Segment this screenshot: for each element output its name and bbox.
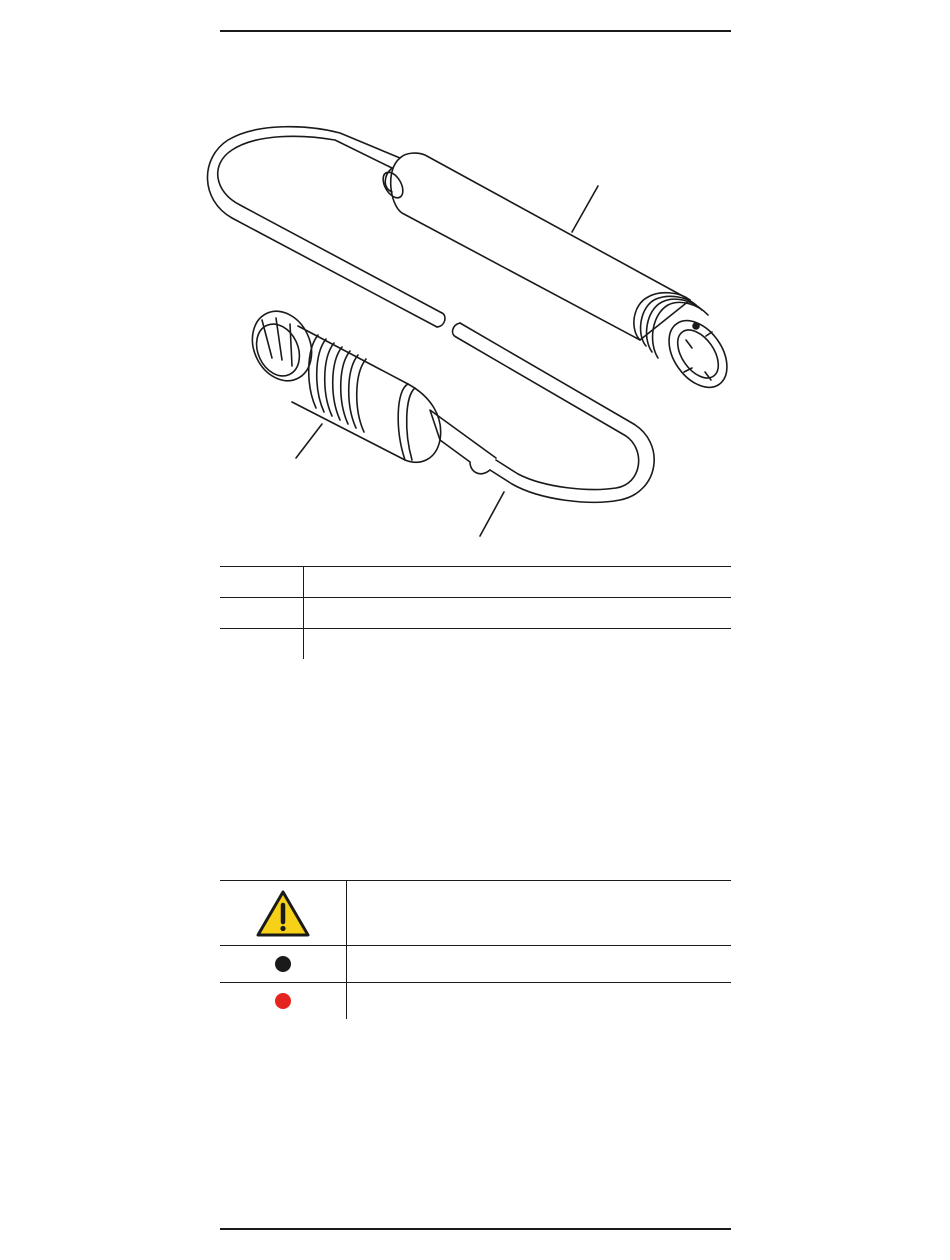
- capsule-body: [391, 153, 690, 340]
- red-dot-icon: [275, 993, 291, 1009]
- leader-line-2: [296, 424, 322, 458]
- symbol-table: [220, 880, 731, 1019]
- warning-cell: [220, 881, 346, 945]
- red-dot-cell: [220, 983, 346, 1019]
- parts-table: [220, 566, 731, 659]
- black-dot-icon: [275, 956, 291, 972]
- microphone-cable-illustration: [200, 110, 760, 550]
- table-row: [220, 982, 731, 1019]
- table-row: [220, 628, 731, 659]
- lower-cable-inner: [456, 337, 639, 489]
- part-number: [220, 629, 302, 659]
- part-number: [220, 598, 302, 628]
- table-row: [220, 566, 731, 597]
- connector-body: [292, 326, 441, 462]
- connector-face: [241, 302, 322, 391]
- warning-text: [346, 881, 731, 945]
- black-dot-text: [346, 946, 731, 982]
- part-description: [303, 567, 731, 597]
- table-row: [220, 880, 731, 945]
- part-description: [303, 629, 731, 659]
- red-dot-text: [346, 983, 731, 1019]
- connector-threads: [309, 335, 366, 432]
- bottom-rule: [220, 1228, 731, 1230]
- table-row: [220, 597, 731, 628]
- lower-cable: [460, 323, 654, 502]
- black-dot-cell: [220, 946, 346, 982]
- part-number: [220, 567, 302, 597]
- table-row: [220, 945, 731, 982]
- upper-cable: [218, 136, 442, 313]
- leader-line-1: [572, 186, 598, 232]
- leader-line-3: [480, 492, 504, 536]
- part-description: [303, 598, 731, 628]
- top-rule: [220, 30, 731, 32]
- warning-triangle-icon: [255, 889, 311, 939]
